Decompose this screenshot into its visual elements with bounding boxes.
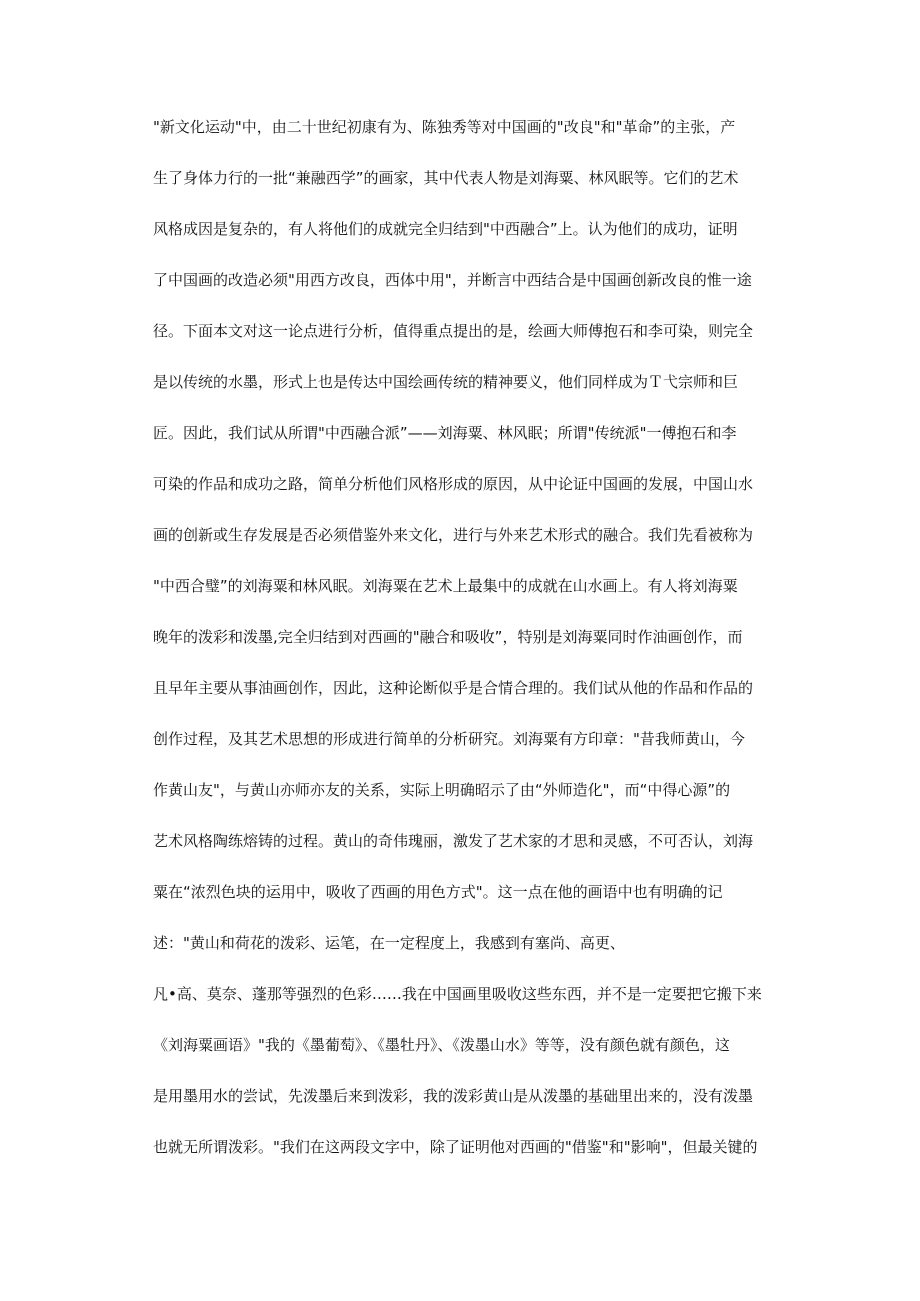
text-line: "中西合璧”的刘海粟和林风眠。刘海粟在艺术上最集中的成就在山水画上。有人将刘海粟 bbox=[153, 577, 738, 595]
text-line: 述："黄山和荷花的泼彩、运笔，在一定程度上，我感到有塞尚、高更、 bbox=[153, 934, 625, 952]
text-line: 且早年主要从事油画创作，因此，这种论断似乎是合情合理的。我们试从他的作品和作品的 bbox=[153, 679, 754, 697]
text-line: 是以传统的水墨，形式上也是传达中国绘画传统的精神要义，他们同样成为Ｔ弋宗师和巨 bbox=[153, 373, 739, 391]
text-line: 径。下面本文对这一论点进行分析，值得重点提出的是，绘画大师傅抱石和李可染，则完全 bbox=[153, 322, 754, 340]
text-line: 作黄山友"，与黄山亦师亦友的关系，实际上明确昭示了由“外师造化"，而“中得心源”的 bbox=[153, 781, 731, 799]
text-line: 《刘海粟画语》"我的《墨葡萄》、《墨牡丹》、《泼墨山水》等等，没有颜色就有颜色，这 bbox=[153, 1036, 730, 1054]
text-line: 粟在“浓烈色块的运用中，吸收了西画的用色方式"。这一点在他的画语中也有明确的记 bbox=[153, 883, 723, 901]
text-line: 凡•高、莫奈、蓬那等强烈的色彩……我在中国画里吸收这些东西，并不是一定要把它搬下来 bbox=[153, 985, 762, 1003]
text-line: 晚年的泼彩和泼墨,完全归结到对西画的"融合和吸收”，特别是刘海粟同时作油画创作，而 bbox=[153, 628, 743, 646]
text-line: 也就无所谓泼彩。"我们在这两段文字中，除了证明他对西画的"借鉴"和"影响"，但最关键的 bbox=[153, 1138, 758, 1156]
text-line: 画的创新或生存发展是否必须借鉴外来文化，进行与外来艺术形式的融合。我们先看被称为 bbox=[153, 526, 754, 544]
text-line: 艺术风格陶练熔铸的过程。黄山的奇伟瑰丽，激发了艺术家的才思和灵感，不可否认，刘海 bbox=[153, 832, 754, 850]
text-line: 了中国画的改造必须"用西方改良，西体中用"，并断言中西结合是中国画创新改良的惟一途 bbox=[153, 271, 752, 289]
text-line: 匠。因此，我们试从所谓"中西融合派”——刘海粟、林风眠；所谓"传统派"一傅抱石和李 bbox=[153, 424, 737, 442]
text-line: 可染的作品和成功之路，简单分析他们风格形成的原因，从中论证中国画的发展，中国山水 bbox=[153, 475, 754, 493]
text-line: 生了身体力行的一批“兼融西学”的画家，其中代表人物是刘海粟、林风眠等。它们的艺术 bbox=[153, 169, 739, 187]
text-line: 是用墨用水的尝试，先泼墨后来到泼彩，我的泼彩黄山是从泼墨的基础里出来的，没有泼墨 bbox=[153, 1087, 754, 1105]
text-line: "新文化运动"中，由二十世纪初康有为、陈独秀等对中国画的"改良"和"革命”的主张，产 bbox=[153, 118, 736, 136]
text-line: 创作过程，及其艺术思想的形成进行简单的分析研究。刘海粟有方印章："昔我师黄山，今 bbox=[153, 730, 745, 748]
text-line: 风格成因是复杂的，有人将他们的成就完全归结到"中西融合”上。认为他们的成功，证明 bbox=[153, 220, 738, 238]
